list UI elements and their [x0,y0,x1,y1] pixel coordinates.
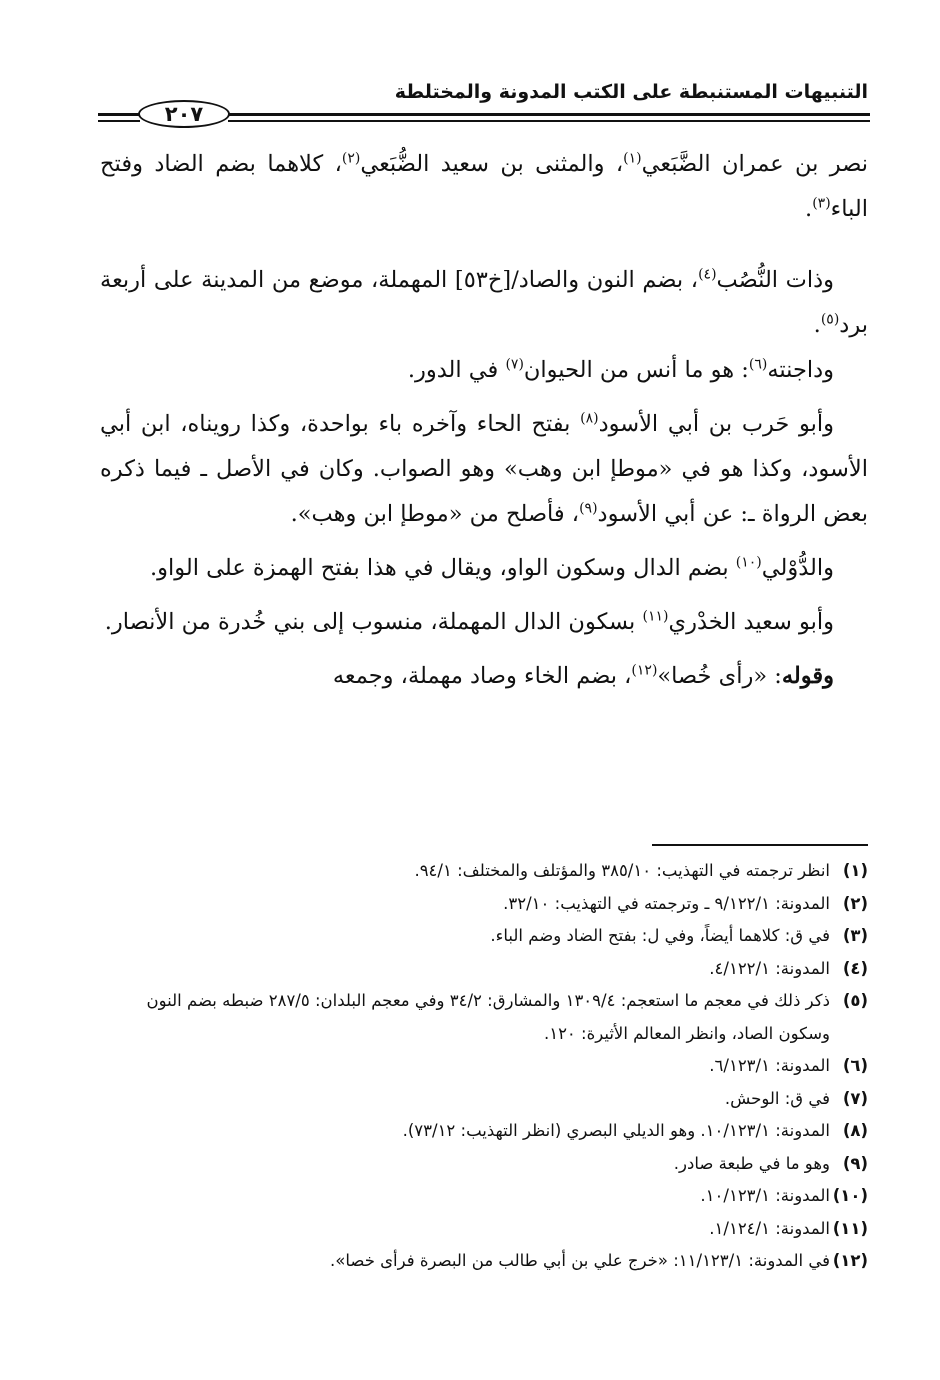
footnote-ref[interactable]: (١١) [642,608,669,625]
footnote-ref[interactable]: (٣) [812,195,831,212]
footnote-ref[interactable]: (٧) [505,356,524,373]
text-run: وأبو حَرب بن أبي الأسود [598,411,834,437]
footnote-item [100,888,868,921]
footnote-ref[interactable]: (٩) [579,500,598,517]
footnote-ref[interactable]: (١٢) [631,662,658,679]
footnote-text: في المدونة: ١١/١٢٣/١: «خرج علي بن أبي طالب من البصرة فرأى خصا». [330,1251,830,1270]
footnote-text: في ق: الوحش. [724,1088,830,1108]
text-run: والدُّوْلي [761,555,834,581]
footnote-number: (٦) [842,1056,868,1075]
paragraph-5 [100,546,868,591]
header-rule-left-bottom [98,120,140,122]
header-rule-left-top [98,113,140,116]
text-run: وذات النُّصُب [716,267,834,293]
paragraph-4 [100,402,868,537]
footnote-number: (١) [842,861,868,880]
footnote-text: وهو ما في طبعة صادر. [673,1153,830,1173]
footnote-number: (٤) [842,958,868,978]
footnote-item [100,1115,868,1148]
footnote-number: (٢) [842,893,868,913]
footnote-text: المدونة: ٤/١٢٢/١. [709,958,830,978]
text-run: ، كلاهما بضم الضاد وفتح الباء [100,151,868,222]
paragraph-1 [100,142,868,232]
footnote-item [100,1180,868,1213]
text-run: بضم الدال وسكون الواو، ويقال في هذا بفتح الهمزة على الواو. [149,555,736,581]
text-run: وداجنته [767,357,834,383]
text-run: ، فأصلح من «موطإ ابن وهب». [290,501,580,527]
footnote-text: ذكر ذلك في معجم ما استعجم: ١٣٠٩/٤ والمشارق: ٣٤/٢ وفي معجم البلدان: ٢٨٧/٥ ضبطه بضم النون وسكون الصاد، وانظر المعالم الأثيرة: ١٢٠. [146,991,830,1043]
footnote-number: (١٢) [832,1251,868,1270]
text-run: ، بضم النون والصاد/[خ٥٣] المهملة، موضع من المدينة على أربعة برد [100,267,868,338]
lead-word: وقوله [781,663,834,689]
footnote-number: (٥) [842,991,868,1010]
footnote-text: انظر ترجمته في التهذيب: ٣٨٥/١٠ والمؤتلف والمختلف: ٩٤/١. [414,861,830,880]
text-run: في الدور. [407,357,506,383]
text-run: . [805,196,813,222]
footnote-ref[interactable]: (٢) [341,150,361,167]
footnote-text: المدونة: ١/١٢٤/١. [709,1218,830,1238]
footnote-text: المدونة: ١٠/١٢٣/١. وهو الديلي البصري (انظر التهذيب: ٧٣/١٢). [402,1121,830,1140]
running-header-title: التنبيهات المستنبطة على الكتب المدونة والمختلطة [394,81,868,103]
footnote-separator [652,844,868,846]
footnote-text: المدونة: ٦/١٢٣/١. [709,1056,830,1075]
footnote-number: (١١) [832,1218,868,1238]
footnote-ref[interactable]: (١) [623,150,642,167]
footnote-ref[interactable]: (١٠) [735,554,762,571]
footnote-ref[interactable]: (٤) [698,266,717,283]
paragraph-2 [100,258,868,348]
footnote-text: في ق: كلاهما أيضاً، وفي ل: بفتح الضاد وضم الباء. [490,926,830,945]
text-run: : هو ما أنس من الحيوان [523,357,749,383]
footnotes [100,855,868,1278]
main-text [100,142,868,708]
text-run: ، والمثنى بن سعيد الضُّبَعي [360,151,624,177]
footnote-number: (١٠) [832,1186,868,1205]
footnote-item [100,1050,868,1083]
header-rule-top [228,113,870,116]
page-number-badge [138,100,230,128]
text-run: بسكون الدال المهملة، منسوب إلى بني خُدرة من الأنصار. [104,609,643,635]
footnote-number: (٩) [842,1153,868,1173]
header-rule-bottom [228,120,870,122]
footnote-item [100,985,868,1050]
footnote-item [100,1245,868,1278]
footnote-item [100,1083,868,1116]
footnote-text: المدونة: ١٠/١٢٣/١. [700,1186,830,1205]
text-run: بفتح الحاء وآخره باء بواحدة، وكذا رويناه، ابن أبي الأسود، وكذا هو في «موطإ ابن وهب» وهو الصواب. وكان في الأصل ـ فيما ذكره بعض الرواة ـ: عن أبي الأسود [100,411,868,527]
footnote-item [100,855,868,888]
text-run: : «رأى خُصا» [657,663,782,689]
footnote-ref[interactable]: (٨) [580,410,599,427]
text-run: . [813,312,821,338]
footnote-text: المدونة: ٩/١٢٢/١ ـ وترجمته في التهذيب: ٣٢/١٠. [503,893,830,913]
page-number: ٢٠٧ [164,102,204,126]
paragraph-6 [100,600,868,645]
footnote-number: (٧) [842,1088,868,1108]
paragraph-3 [100,348,868,393]
paragraph-7 [100,654,868,699]
text-run: وأبو سعيد الخدْري [668,609,834,635]
text-run: نصر بن عمران الضَّبَعي [641,151,868,177]
footnote-number: (٨) [842,1121,868,1140]
footnote-number: (٣) [842,926,868,945]
footnote-item [100,1148,868,1181]
footnote-item [100,953,868,986]
footnote-ref[interactable]: (٥) [820,311,840,328]
footnote-item [100,920,868,953]
footnote-item [100,1213,868,1246]
text-run: ، بضم الخاء وصاد مهملة، وجمعه [332,663,632,689]
footnote-ref[interactable]: (٦) [748,356,768,373]
